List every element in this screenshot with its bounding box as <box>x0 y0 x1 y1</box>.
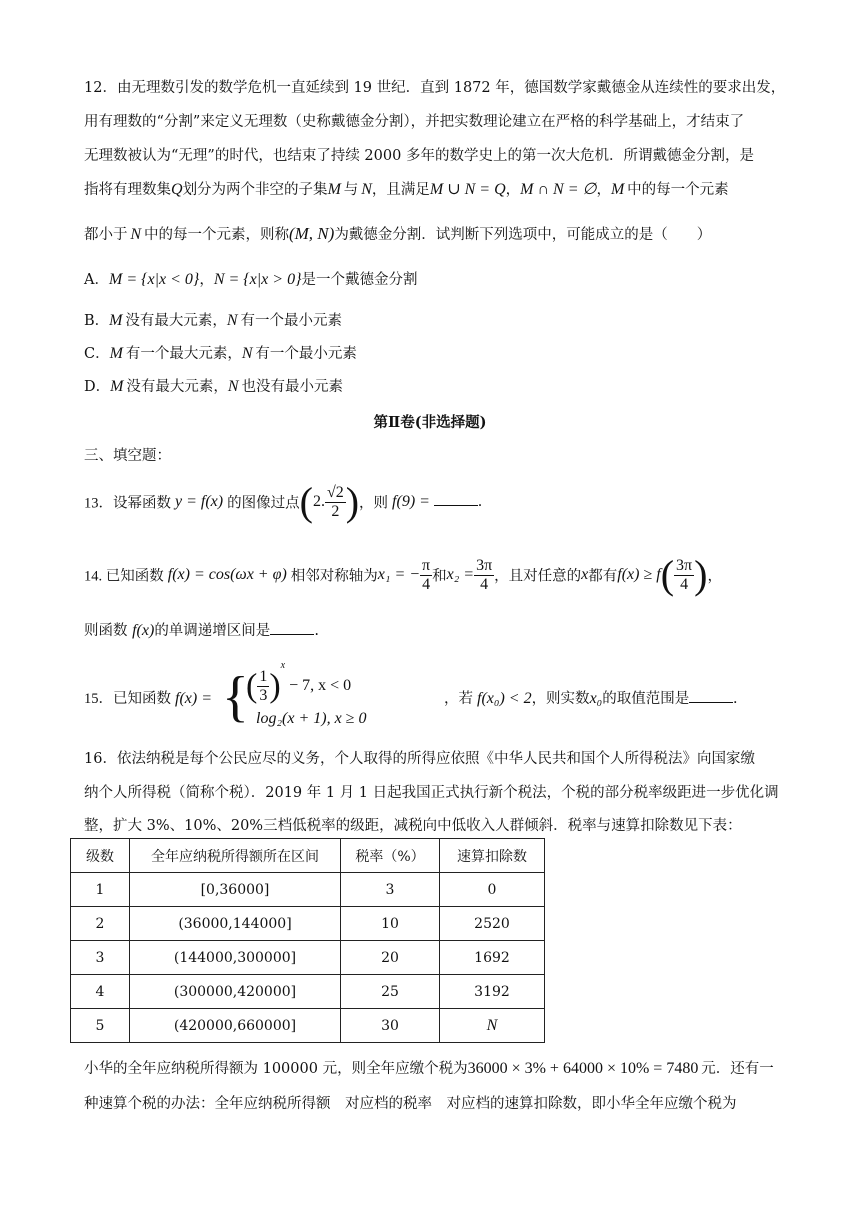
fraction-numerator: 3π <box>476 556 493 574</box>
fraction-numerator: π <box>422 556 431 574</box>
pair-mn: (M, N) <box>288 224 335 243</box>
cell-rate: 30 <box>341 1009 440 1043</box>
variable-x0: x₀ <box>589 690 603 707</box>
cell-deduction: 0 <box>440 873 545 907</box>
option-text: 没有最大元素， <box>125 313 227 329</box>
tax-rate-table <box>70 838 545 1043</box>
pi-over-4 <box>420 557 432 594</box>
sqrt2-over-2 <box>325 484 346 521</box>
inequality: f(x) ≥ f <box>617 566 661 583</box>
point-x: 2. <box>312 493 325 510</box>
axis-x1: x₁ = − <box>377 566 421 583</box>
fraction-numerator: 1 <box>259 667 268 685</box>
q12-text: 划分为两个非空的子集 <box>182 182 328 198</box>
cell-rate: 25 <box>341 975 440 1009</box>
option-b <box>84 311 342 331</box>
3pi-over-4 <box>674 557 694 594</box>
fraction-denominator: 4 <box>480 575 489 593</box>
fraction-numerator: 3π <box>676 556 693 574</box>
cell-range: (300000,420000] <box>130 975 341 1009</box>
q12-text: ， <box>596 182 611 198</box>
q14-text: ，且对任意的 <box>494 568 582 585</box>
table-row <box>71 907 545 941</box>
right-paren: ) <box>345 479 360 524</box>
cell-deduction: 3192 <box>440 975 545 1009</box>
exponent: x <box>280 660 286 671</box>
q15-tail <box>444 687 737 708</box>
option-text: 有一个最小元素 <box>240 313 342 329</box>
q12-text: 指将有理数集 <box>84 182 171 198</box>
set-n: N <box>241 345 253 362</box>
q13-text: ，则 <box>359 495 389 512</box>
answer-blank[interactable] <box>270 620 314 635</box>
q16-line-2: 纳个人所得税（简称个税）．2019 年 1 月 1 日起我国正式执行新个税法，个税的部分税率级距进一步优化调 <box>84 785 779 801</box>
option-label: B． <box>84 313 110 329</box>
set-n: N <box>226 312 238 329</box>
option-text: 没有最大元素， <box>126 379 228 395</box>
option-label: A． <box>84 272 109 288</box>
period: . <box>477 493 482 510</box>
cell-level: 5 <box>71 1009 130 1043</box>
cell-rate: 3 <box>341 873 440 907</box>
intersection-condition: M ∩ N = ∅ <box>520 181 597 198</box>
left-paren: ( <box>299 479 313 524</box>
cell-level: 4 <box>71 975 130 1009</box>
q14-text: 则函数 <box>84 623 128 639</box>
table-row <box>71 1009 545 1043</box>
tax-calculation: 36000 × 3% + 64000 × 10% = 7480 <box>467 1060 699 1077</box>
option-text: 也没有最小元素 <box>241 379 343 395</box>
q12-line-5 <box>84 224 711 245</box>
option-label: D． <box>84 379 111 395</box>
set-m: M <box>110 378 124 395</box>
set-m: M <box>327 181 341 198</box>
set-n: N <box>361 181 372 198</box>
set-m: M <box>109 312 123 329</box>
set-m: M <box>610 181 625 198</box>
option-a <box>84 270 417 290</box>
q12-text: 中的每一个元素，则称 <box>143 227 289 243</box>
cell-range: (144000,300000] <box>130 941 341 975</box>
q16-text: 元．还有一 <box>701 1061 774 1077</box>
set-n-def: N = {x|x > 0} <box>213 271 302 288</box>
q12-line-3: 无理数被认为“无理”的时代，也结束了持续 2000 多年的数学史上的第一次大危机．所谓戴德金分割，是 <box>84 148 754 164</box>
q14-text: ， <box>707 568 722 585</box>
option-label: C． <box>84 346 110 362</box>
right-paren: ) <box>269 667 281 705</box>
part-two-heading: 第Ⅱ卷(非选择题) <box>373 414 487 431</box>
table-row <box>71 941 545 975</box>
header-tax-rate: 税率（%） <box>341 839 440 873</box>
header-quick-deduction: 速算扣除数 <box>440 839 545 873</box>
header-income-range: 全年应纳税所得额所在区间 <box>130 839 341 873</box>
cell-rate: 10 <box>341 907 440 941</box>
q14-text: 都有 <box>588 568 618 585</box>
case-one-expr: − 7, x < 0 <box>289 677 352 694</box>
brace: { <box>222 666 249 728</box>
case-one <box>246 660 351 706</box>
set-q: Q <box>171 181 183 198</box>
cell-rate: 20 <box>341 941 440 975</box>
fraction-denominator: 4 <box>680 575 689 593</box>
3pi-over-4 <box>474 557 494 594</box>
q16-line-3: 整，扩大 3%、10%、20%三档低税率的级距，减税向中低收入人群倾斜．税率与速算扣除数见下表： <box>84 818 742 834</box>
cell-deduction: 2520 <box>440 907 545 941</box>
axis-x2: x₂ = <box>446 566 475 583</box>
fraction-denominator: 2 <box>331 502 340 520</box>
table-row <box>71 873 545 907</box>
answer-blank[interactable] <box>434 491 478 506</box>
q12-line-4 <box>84 180 729 200</box>
fraction-numerator: √2 <box>326 483 344 501</box>
q14-line-2 <box>84 620 319 641</box>
power-function: y = f(x) <box>175 493 224 510</box>
fraction-denominator: 3 <box>259 686 268 704</box>
q15-lead <box>84 687 212 708</box>
q16-text: 小华的全年应纳税所得额为 100000 元，则全年应缴个税为 <box>84 1061 468 1077</box>
q12-text: ， <box>505 182 521 198</box>
q13-text: 的图像过点 <box>227 495 300 512</box>
cell-range: [0,36000] <box>130 873 341 907</box>
case-two: log₂(x + 1), x ≥ 0 <box>256 710 367 727</box>
option-text: 有一个最小元素 <box>255 346 357 362</box>
q12-text: 中的每一个元素 <box>627 182 729 198</box>
f-of-x: f(x) <box>132 622 155 639</box>
separator: ， <box>199 272 214 288</box>
q16-after-line-1 <box>84 1059 774 1079</box>
condition: f(x₀) < 2 <box>477 690 532 707</box>
cell-level: 1 <box>71 873 130 907</box>
fraction-denominator: 4 <box>422 575 431 593</box>
cell-level: 2 <box>71 907 130 941</box>
set-n: N <box>227 378 239 395</box>
left-paren: ( <box>660 552 675 597</box>
q14-text: 14. 已知函数 <box>84 568 164 585</box>
answer-blank[interactable] <box>689 688 733 703</box>
header-level: 级数 <box>71 839 130 873</box>
table-row <box>71 975 545 1009</box>
q14-text: 相邻对称轴为 <box>290 568 378 585</box>
set-n: N <box>130 226 142 243</box>
q12-text: 都小于 <box>84 227 128 243</box>
cosine-function: f(x) = cos(ωx + φ) <box>167 566 287 583</box>
q12-line-1: 12．由无理数引发的数学危机一直延续到 19 世纪．直到 1872 年，德国数学家戴德金从连续性的要求出发， <box>84 80 786 96</box>
piecewise-function: f(x) = <box>175 690 212 707</box>
q12-text: 为戴德金分割．试判断下列选项中，可能成立的是（ ） <box>334 227 712 243</box>
f-of-9: f(9) = <box>392 493 430 510</box>
q15-text: ，则实数 <box>531 691 590 707</box>
q14 <box>84 552 722 599</box>
period: . <box>314 623 319 639</box>
section-three-title: 三、填空题： <box>84 448 171 464</box>
q16-line-1: 16．依法纳税是每个公民应尽的义务，个人取得的所得应依照《中华人民共和国个人所得税法》向国家缴 <box>84 751 755 767</box>
option-d <box>84 377 343 397</box>
q14-text: 的单调递增区间是 <box>154 623 271 639</box>
variable-x: x <box>581 566 589 583</box>
cell-level: 3 <box>71 941 130 975</box>
option-c <box>84 344 357 364</box>
cell-range: (36000,144000] <box>130 907 341 941</box>
left-paren: ( <box>246 667 258 705</box>
table-header-row <box>71 839 545 873</box>
q12-text: ，且满足 <box>371 182 430 198</box>
right-paren: ) <box>694 552 708 597</box>
option-text: 是一个戴德金分割 <box>301 272 418 288</box>
cell-deduction: N <box>440 1009 545 1043</box>
set-m-def: M = {x|x < 0} <box>108 271 200 288</box>
q14-text: 和 <box>432 568 447 585</box>
set-m: M <box>109 345 123 362</box>
cell-deduction: 1692 <box>440 941 545 975</box>
q15-text: 的取值范围是 <box>602 691 690 707</box>
cell-range: (420000,660000] <box>130 1009 341 1043</box>
union-condition: M ∪ N = Q <box>429 181 506 198</box>
option-text: 有一个最大元素， <box>125 346 242 362</box>
q13-text: 13．设幂函数 <box>84 495 171 512</box>
q16-after-line-2: 种速算个税的办法：全年应纳税所得额 对应档的税率 对应档的速算扣除数，即小华全年应缴个税为 <box>84 1096 737 1112</box>
q15-text: ，若 <box>444 691 473 707</box>
q15-text: 15．已知函数 <box>84 691 171 707</box>
q12-line-2: 用有理数的“分割”来定义无理数（史称戴德金分割），并把实数理论建立在严格的科学基础上，才结束了 <box>84 114 745 130</box>
one-third <box>257 668 269 705</box>
q13 <box>84 479 482 526</box>
period: . <box>733 690 738 707</box>
q12-text: 与 <box>343 182 359 198</box>
